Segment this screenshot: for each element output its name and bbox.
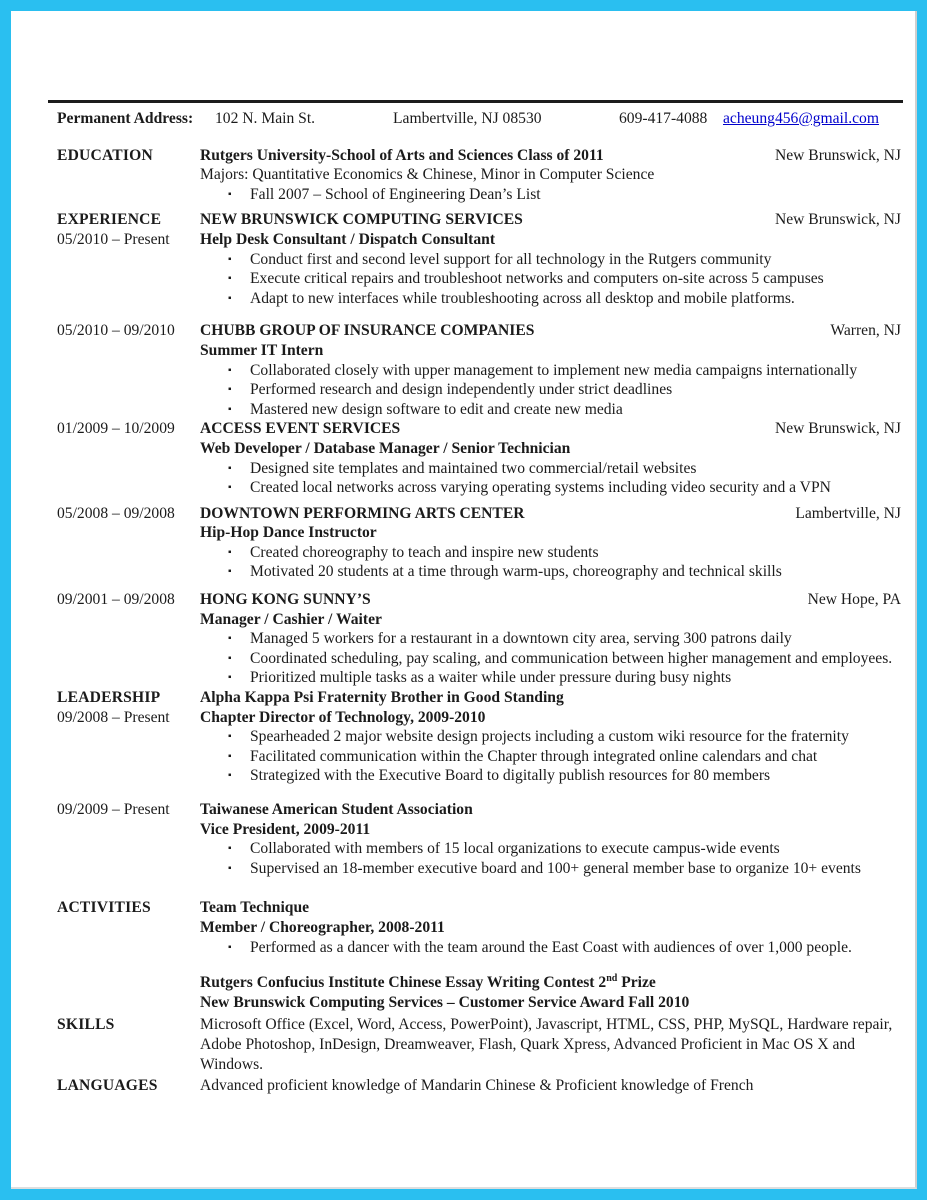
list-item bbox=[200, 747, 901, 767]
job-dates: 09/2001 – 09/2008 bbox=[57, 591, 175, 609]
company-name: ACCESS EVENT SERVICES bbox=[200, 420, 401, 438]
job-title: Hip-Hop Dance Instructor bbox=[200, 524, 377, 542]
bullet-square-icon: ▪ bbox=[228, 462, 232, 474]
job-dates: 05/2010 – Present bbox=[57, 230, 170, 248]
role-title: Member / Choreographer, 2008-2011 bbox=[200, 918, 445, 936]
email-link[interactable]: acheung456@gmail.com bbox=[723, 110, 879, 127]
bullet-text: Adapt to new interfaces while troubleshooting across all desktop and mobile platforms. bbox=[250, 289, 795, 307]
majors-line: Majors: Quantitative Economics & Chinese, Minor in Computer Science bbox=[200, 166, 655, 184]
bullet-square-icon: ▪ bbox=[228, 364, 232, 376]
job-title: Help Desk Consultant / Dispatch Consultant bbox=[200, 230, 496, 248]
bullet-text: Created choreography to teach and inspire new students bbox=[250, 543, 599, 561]
bullet-text: Designed site templates and maintained two commercial/retail websites bbox=[250, 459, 697, 477]
bullet-text: Motivated 20 students at a time through warm-ups, choreography and technical skills bbox=[250, 563, 782, 581]
section-leadership-role-1 bbox=[57, 688, 901, 786]
bullet-square-icon: ▪ bbox=[228, 292, 232, 304]
company-location: New Brunswick, NJ bbox=[774, 211, 901, 229]
bullet-square-icon: ▪ bbox=[228, 188, 232, 200]
list-item bbox=[200, 380, 901, 400]
skills-text: Microsoft Office (Excel, Word, Access, PowerPoint), Javascript, HTML, CSS, PHP, MySQL, Hardware repair, Adobe Photoshop, InDesign, Dreamweaver, Flash, Quark Xpress, Advanced Proficient in Mac OS X and Windows. bbox=[200, 1016, 893, 1073]
list-item bbox=[200, 562, 901, 582]
resume-sheet bbox=[11, 11, 917, 1189]
company-location: Warren, NJ bbox=[830, 322, 901, 340]
bullet-text: Performed as a dancer with the team around the East Coast with audiences of over 1,000 people. bbox=[250, 938, 852, 956]
section-experience-job-1 bbox=[57, 210, 901, 308]
company-name: DOWNTOWN PERFORMING ARTS CENTER bbox=[200, 504, 525, 522]
list-item bbox=[200, 543, 901, 563]
bullet-text: Supervised an 18-member executive board and 100+ general member base to organize 10+ events bbox=[250, 859, 861, 877]
list-item bbox=[200, 629, 901, 649]
experience-label: EXPERIENCE bbox=[57, 211, 162, 229]
role-dates: 09/2009 – Present bbox=[57, 801, 170, 818]
job-dates: 05/2010 – 09/2010 bbox=[57, 322, 175, 340]
section-activities bbox=[57, 898, 901, 957]
bullet-text: Facilitated communication within the Chapter through integrated online calendars and chat bbox=[250, 747, 818, 765]
award-text: Prize bbox=[617, 974, 656, 992]
award-text: Rutgers Confucius Institute Chinese Essay Writing Contest 2 bbox=[200, 974, 607, 992]
school-name: Rutgers University-School of Arts and Sciences Class of 2011 bbox=[200, 146, 604, 164]
bullet-square-icon: ▪ bbox=[228, 273, 232, 285]
bullet-square-icon: ▪ bbox=[228, 672, 232, 684]
bullet-square-icon: ▪ bbox=[228, 750, 232, 762]
bullet-text: Created local networks across varying operating systems including video security and a VPN bbox=[250, 479, 831, 497]
list-item bbox=[200, 938, 901, 958]
bullet-square-icon: ▪ bbox=[228, 403, 232, 415]
education-label: EDUCATION bbox=[57, 146, 153, 164]
section-experience-job-5 bbox=[57, 590, 901, 688]
list-item bbox=[200, 859, 901, 879]
leadership-label: LEADERSHIP bbox=[57, 689, 161, 707]
award-ordinal-suffix: nd bbox=[606, 972, 618, 984]
bullet-square-icon: ▪ bbox=[228, 482, 232, 494]
bullet-square-icon: ▪ bbox=[228, 770, 232, 782]
job-dates: 05/2008 – 09/2008 bbox=[57, 504, 175, 522]
company-location: Lambertville, NJ bbox=[795, 504, 901, 522]
bullet-text: Mastered new design software to edit and create new media bbox=[250, 400, 623, 418]
job-title: Manager / Cashier / Waiter bbox=[200, 610, 382, 628]
bullet-text: Execute critical repairs and troubleshoot networks and computers on-site across 5 campuses bbox=[250, 270, 824, 288]
list-item bbox=[200, 269, 901, 289]
skills-label: SKILLS bbox=[57, 1016, 115, 1034]
section-skills bbox=[57, 1015, 901, 1074]
role-title: Vice President, 2009-2011 bbox=[200, 820, 371, 838]
bullet-text: Conduct first and second level support for all technology in the Rutgers community bbox=[250, 250, 772, 268]
list-item bbox=[200, 361, 901, 381]
bullet-square-icon: ▪ bbox=[228, 843, 232, 855]
section-languages bbox=[57, 1076, 901, 1096]
bullet-square-icon: ▪ bbox=[228, 652, 232, 664]
section-awards bbox=[57, 973, 901, 1012]
bullet-square-icon: ▪ bbox=[228, 731, 232, 743]
bullet-text: Spearheaded 2 major website design projects including a custom wiki resource for the fraternity bbox=[250, 728, 849, 746]
list-item bbox=[200, 668, 901, 688]
bullet-square-icon: ▪ bbox=[228, 384, 232, 396]
list-item bbox=[200, 727, 901, 747]
organization-name: Taiwanese American Student Association bbox=[200, 801, 473, 818]
role-dates: 09/2008 – Present bbox=[57, 708, 170, 726]
bullet-square-icon: ▪ bbox=[228, 862, 232, 874]
list-item bbox=[200, 766, 901, 786]
company-location: New Brunswick, NJ bbox=[774, 420, 901, 438]
phone-number: 609-417-4088 bbox=[619, 110, 708, 127]
languages-text: Advanced proficient knowledge of Mandarin Chinese & Proficient knowledge of French bbox=[200, 1077, 754, 1095]
job-dates: 01/2009 – 10/2009 bbox=[57, 420, 175, 438]
list-item bbox=[200, 185, 901, 205]
bullet-text: Strategized with the Executive Board to digitally publish resources for 80 members bbox=[250, 767, 771, 785]
organization-name: Team Technique bbox=[200, 899, 310, 917]
list-item bbox=[200, 289, 901, 309]
list-item bbox=[200, 459, 901, 479]
bullet-text: Collaborated with members of 15 local organizations to execute campus-wide events bbox=[250, 840, 780, 858]
company-name: NEW BRUNSWICK COMPUTING SERVICES bbox=[200, 211, 523, 229]
job-title: Web Developer / Database Manager / Senior Technician bbox=[200, 439, 571, 457]
section-leadership-role-2 bbox=[57, 800, 901, 878]
bullet-text: Fall 2007 – School of Engineering Dean’s List bbox=[250, 185, 541, 203]
company-location: New Hope, PA bbox=[807, 591, 901, 609]
contact-header bbox=[57, 109, 901, 129]
bullet-text: Managed 5 workers for a restaurant in a downtown city area, serving 300 patrons daily bbox=[250, 630, 792, 648]
bullet-square-icon: ▪ bbox=[228, 633, 232, 645]
bullet-square-icon: ▪ bbox=[228, 941, 232, 953]
list-item bbox=[200, 478, 901, 498]
bullet-square-icon: ▪ bbox=[228, 566, 232, 578]
organization-name: Alpha Kappa Psi Fraternity Brother in Good Standing bbox=[200, 689, 564, 707]
section-education bbox=[57, 146, 901, 205]
list-item bbox=[200, 649, 901, 669]
street-address: 102 N. Main St. bbox=[215, 110, 316, 127]
activities-label: ACTIVITIES bbox=[57, 899, 151, 917]
header-divider bbox=[48, 100, 903, 103]
company-name: HONG KONG SUNNY’S bbox=[200, 591, 371, 609]
languages-label: LANGUAGES bbox=[57, 1077, 158, 1095]
list-item bbox=[200, 839, 901, 859]
bullet-text: Collaborated closely with upper management to implement new media campaigns internationally bbox=[250, 361, 858, 379]
award-line bbox=[200, 973, 901, 993]
job-title: Summer IT Intern bbox=[200, 341, 324, 359]
bullet-square-icon: ▪ bbox=[228, 546, 232, 558]
list-item bbox=[200, 250, 901, 270]
permanent-address-label: Permanent Address: bbox=[57, 110, 194, 127]
bullet-text: Coordinated scheduling, pay scaling, and communication between higher management and employees. bbox=[250, 649, 893, 667]
bullet-square-icon: ▪ bbox=[228, 253, 232, 265]
award-line: New Brunswick Computing Services – Customer Service Award Fall 2010 bbox=[200, 993, 690, 1011]
city-state-zip: Lambertville, NJ 08530 bbox=[393, 110, 542, 127]
section-experience-job-2 bbox=[57, 321, 901, 419]
section-experience-job-3 bbox=[57, 419, 901, 497]
bullet-text: Performed research and design independently under strict deadlines bbox=[250, 381, 673, 399]
section-experience-job-4 bbox=[57, 504, 901, 582]
company-name: CHUBB GROUP OF INSURANCE COMPANIES bbox=[200, 322, 535, 340]
role-title: Chapter Director of Technology, 2009-2010 bbox=[200, 708, 486, 726]
list-item bbox=[200, 400, 901, 420]
school-location: New Brunswick, NJ bbox=[774, 146, 901, 164]
bullet-text: Prioritized multiple tasks as a waiter while under pressure during busy nights bbox=[250, 669, 732, 687]
